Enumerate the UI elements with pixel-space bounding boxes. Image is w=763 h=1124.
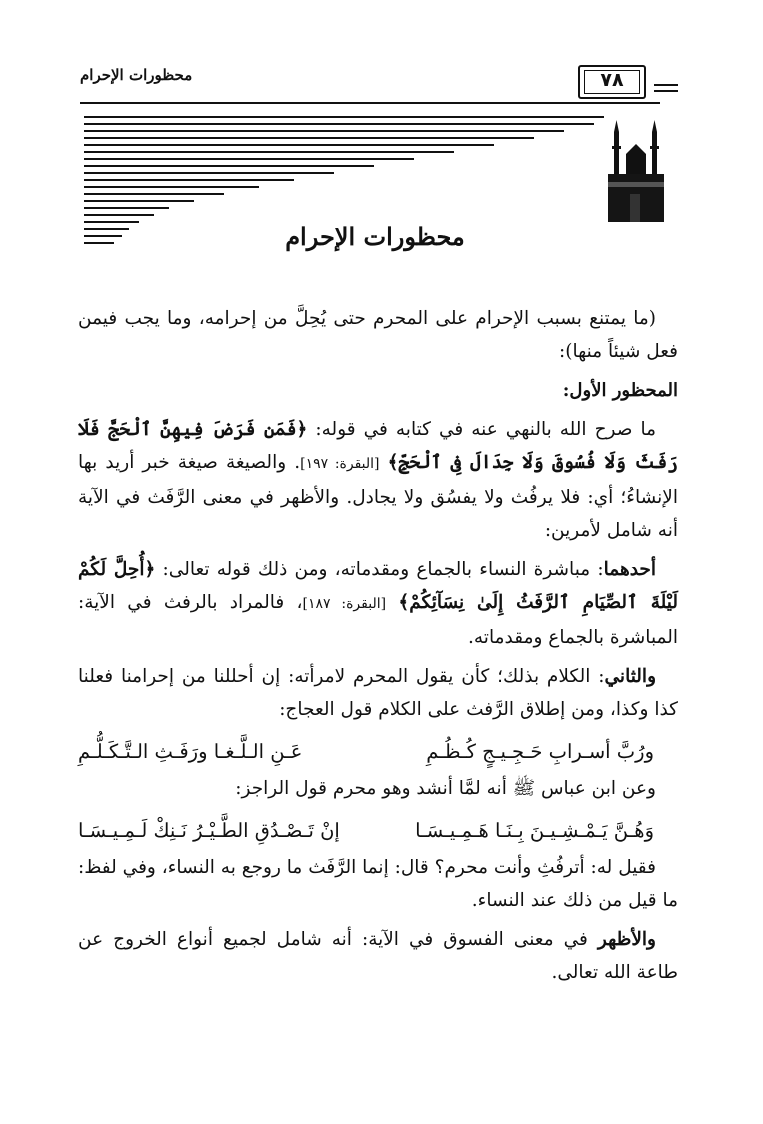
ornament-line [84,158,414,160]
verse-2-left-hemistich: إنْ تَـصْـدُقِ الطَّـيْـرُ نَـنِكْ لَـمِـيـسَـا [78,819,340,842]
quran-verse: ﴿فَمَن فَرَضَ فِيهِنَّ ٱلْحَجَّ فَلَا رَفَثَ وَلَا فُسُوقَ وَلَا جِدَالَ فِى ٱلْحَجِّ﴾ [78,419,679,473]
ornament-line [84,214,154,216]
kaaba-icon [606,118,666,224]
chapter-title: محظورات الإحرام [285,222,465,251]
ornament-line [84,228,129,230]
p6-lead: والأظهر [597,929,656,950]
ornament-line [84,137,534,139]
header-ornament-line [654,90,678,92]
ornament-line [84,172,334,174]
verse-1-right-hemistich: ورُبَّ أسـرابِ حَـجِـيـجٍ كُـظُـمِ [426,740,654,763]
body-text [78,302,678,995]
intro-paragraph: (ما يمتنع بسبب الإحرام على المحرم حتى يُحِلَّ من إحرامه، وما يجب فيمن فعل شيئاً منها): [78,308,678,362]
poem-verse-2 [78,811,678,851]
paragraph-6 [78,923,678,989]
ornament-line [84,193,224,195]
p3-text: : الكلام بذلك؛ كأن يقول المحرم لامرأته: إن أحللنا من إحرامنا فعلنا كذا وكذا، ومن إطلاق الرَّفث على الكلام قول العجاج: [78,666,678,720]
ornament-line [84,123,594,125]
verse-reference: [البقرة: ١٨٧] [302,596,387,612]
verse-1-left-hemistich: عَـنِ الـلَّـغـا ورَفَـثِ الـتَّـكَـلُّـمِ [78,740,303,763]
paragraph-3 [78,660,678,726]
ornament-line [84,144,494,146]
p2-rest: ، فالمراد بالرفث في الآية: المباشرة بالجماع ومقدماته. [78,592,678,648]
paragraph-5: فقيل له: أترفُثِ وأنت محرم؟ قال: إنما الرَّفَث ما روجع به النساء، وفي لفظ: ما قيل من ذلك عند النساء. [78,857,678,911]
header-ornament-line [654,84,678,86]
p1-start: ما صرح الله بالنهي عنه في كتابه في قوله: [315,419,656,440]
quran-verse: ﴿أُحِلَّ لَكُمْ لَيْلَةَ ٱلصِّيَامِ ٱلرَّفَثُ إِلَىٰ نِسَآئِكُمْ﴾ [78,559,678,613]
paragraph-4: وعن ابن عباس ﷺ أنه لمَّا أنشد وهو محرم قول الراجز: [235,778,656,799]
ornament-line [84,151,454,153]
verse-reference: [البقرة: ١٩٧] [300,456,380,472]
poem-verse-1 [78,732,678,772]
running-title: محظورات الإحرام [80,66,193,84]
ornament-line [84,130,564,132]
ornament-line [84,116,604,118]
p6-text: في معنى الفسوق في الآية: أنه شامل لجميع أنواع الخروج عن طاعة الله تعالى. [78,929,678,983]
ornament-line [84,165,374,167]
page-number-box [578,65,646,99]
p3-lead: والثاني [604,666,656,687]
p2-lead: أحدهما [603,559,656,580]
ornament-line [84,235,122,237]
header-rule [80,102,660,104]
ornament-line [84,200,194,202]
p2-start: : مباشرة النساء بالجماع ومقدماته، ومن ذلك قوله تعالى: [162,559,604,580]
page-number: ٧٨ [600,69,624,91]
ornament-line [84,242,114,244]
p1-rest: . والصيغة صيغة خبر أريد بها الإنشاءُ؛ أي: فلا يرفُث ولا يفسُق ولا يجادل. والأظهر في معنى الرَّفَث في الآية أنه شامل لأمرين: [78,452,678,541]
paragraph-1 [78,413,678,547]
section-heading: المحظور الأول: [562,380,678,401]
ornament-line [84,179,294,181]
paragraph-2 [78,553,678,654]
verse-2-right-hemistich: وَهُـنَّ يَـمْـشِـيـنَ بِـنَـا هَـمِـيـسَـا [415,819,654,842]
ornament-line [84,207,169,209]
ornament-line [84,221,139,223]
ornament-line [84,186,259,188]
